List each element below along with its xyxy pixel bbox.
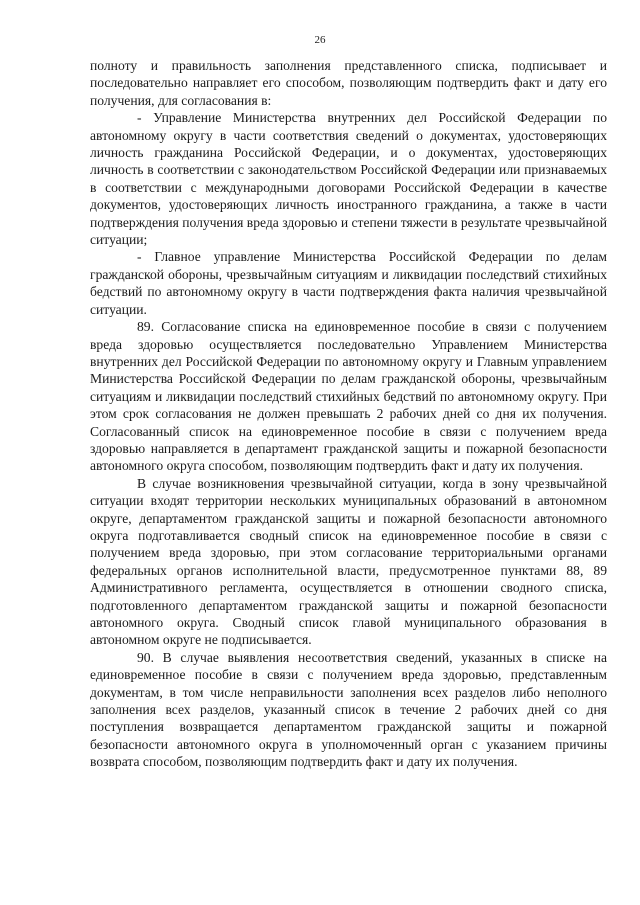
page-number: 26 (314, 34, 326, 46)
paragraph-list-item-mchs: - Главное управление Министерства Российской Федерации по делам гражданской обороны, чрезвычайным ситуациям и ликвидации последствий стихийных бедствий по автономному округу в части подтверждения факта наличия чрезвычайной ситуации. (90, 249, 607, 317)
paragraph-continuation: полноту и правильность заполнения представленного списка, подписывает и последовательно направляет его способом, позволяющим подтвердить факт и дату его получения, для согласования в: (90, 58, 607, 108)
document-body (90, 57, 607, 771)
paragraph-list-item-mvd: - Управление Министерства внутренних дел Российской Федерации по автономному округу в части соответствия сведений о документах, удостоверяющих личность гражданина Российской Федерации, и о документах, удостоверяющих личность в соответствии с законодательством Российской Федерации или признаваемых в соответствии с международными договорами Российской Федерации в качестве документов, удостоверяющих личность иностранного гражданина, а также в части подтверждения получения вреда здоровью и степени тяжести в результате чрезвычайной ситуации; (90, 110, 607, 248)
paragraph-89: 89. Согласование списка на единовременное пособие в связи с получением вреда здоровью осуществляется последовательно Управлением Министерства внутренних дел Российской Федерации по автономному округу и Главным управлением Министерства Российской Федерации по делам гражданской обороны, чрезвычайным ситуациям и ликвидации последствий стихийных бедствий по автономному округу. При этом срок согласования не должен превышать 2 рабочих дней со дня их получения. Согласованный список на единовременное пособие в связи с получением вреда здоровью направляется в департамент гражданской защиты и пожарной безопасности автономного округа способом, позволяющим подтвердить факт и дату их получения. (90, 319, 607, 474)
paragraph-90: 90. В случае выявления несоответствия сведений, указанных в списке на единовременное пособие в связи с получением вреда здоровью, представленным документам, в том числе неправильности заполнения всех разделов либо неполного заполнения всех разделов, указанный список в течение 2 рабочих дней со дня поступления возвращается департаментом гражданской защиты и пожарной безопасности автономного округа в уполномоченный орган с указанием причины возврата способом, позволяющим подтвердить факт и дату их получения. (90, 649, 607, 770)
paragraph-emergency-case: В случае возникновения чрезвычайной ситуации, когда в зону чрезвычайной ситуации входят территории нескольких муниципальных образований в автономном округе, департаментом гражданской защиты и пожарной безопасности автономного округа подготавливается сводный список на единовременное пособие в связи с получением вреда здоровью, при этом согласование территориальными органами федеральных органов исполнительной власти, предусмотренное пунктами 88, 89 Административного регламента, осуществляется в отношении сводного списка, подготовленного департаментом гражданской защиты и пожарной безопасности автономного округа. Сводный список главой муниципального образования в автономном округе не подписывается. (90, 475, 607, 648)
